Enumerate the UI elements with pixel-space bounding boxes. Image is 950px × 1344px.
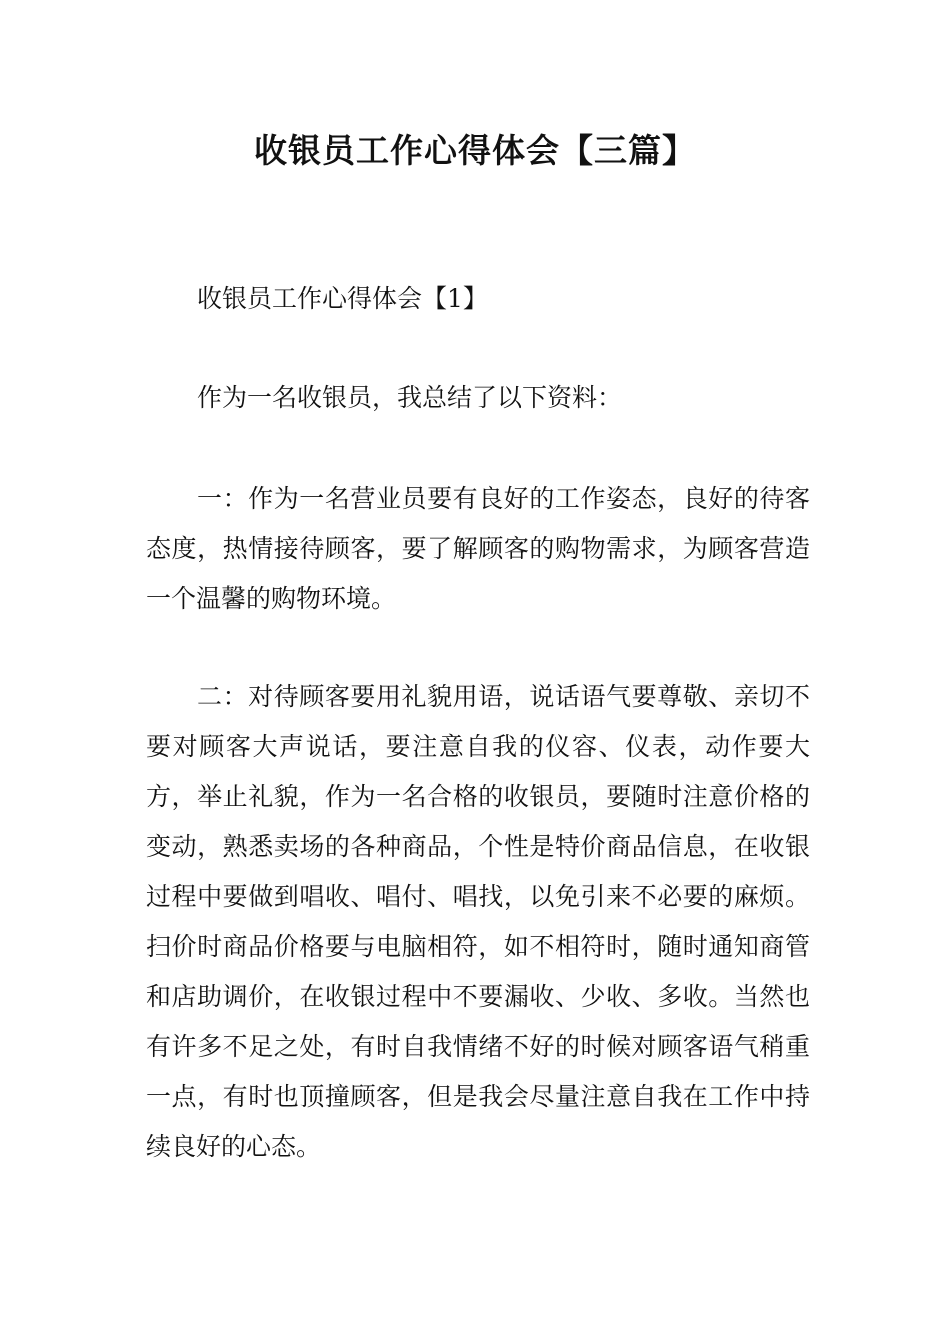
paragraph-two: 二：对待顾客要用礼貌用语，说话语气要尊敬、亲切不要对顾客大声说话，要注意自我的仪容、仪表，动作要大方，举止礼貌，作为一名合格的收银员，要随时注意价格的变动，熟悉卖场的各种商品，个性是特价商品信息，在收银过程中要做到唱收、唱付、唱找，以免引来不必要的麻烦。扫价时商品价格要与电脑相符，如不相符时，随时通知商管和店助调价，在收银过程中不要漏收、少收、多收。当然也有许多不足之处，有时自我情绪不好的时候对顾客语气稍重一点，有时也顶撞顾客，但是我会尽量注意自我在工作中持续良好的心态。 [146,682,810,1161]
document-title: 收银员工作心得体会【三篇】 [254,131,696,170]
paragraph-one: 一：作为一名营业员要有良好的工作姿态，良好的待客态度，热情接待顾客，要了解顾客的购物需求，为顾客营造一个温馨的购物环境。 [146,484,810,613]
section-heading: 收银员工作心得体会【1】 [197,284,488,313]
intro-paragraph: 作为一名收银员，我总结了以下资料： [197,383,623,412]
